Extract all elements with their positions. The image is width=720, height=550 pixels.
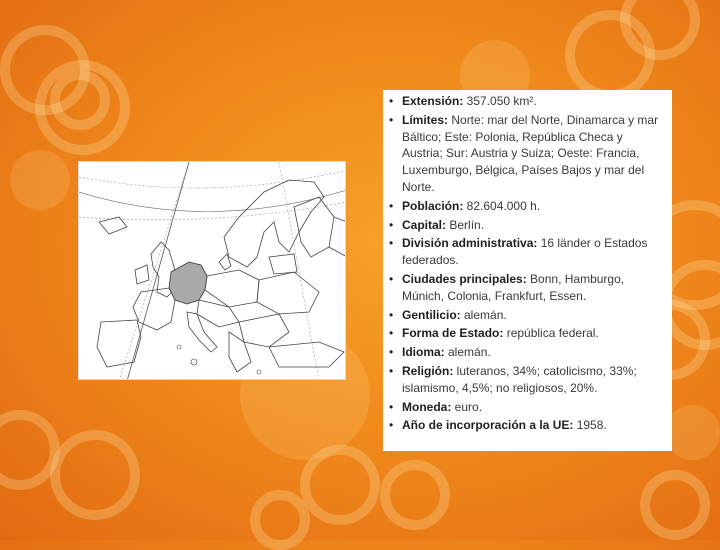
fact-item (389, 217, 662, 234)
fact-label: Forma de Estado: (402, 326, 504, 341)
fact-label: Ciudades principales: (402, 271, 527, 286)
bullet-icon: • (389, 94, 394, 108)
fact-label: Límites: (402, 112, 449, 127)
bullet-icon: • (389, 363, 394, 378)
fact-value: Bonn, Hamburgo, Múnich, Colonia, Frankfurt, Essen. (402, 271, 625, 303)
background-ring (50, 430, 140, 520)
fact-label: Extensión: (402, 94, 464, 108)
fact-value: república federal. (503, 326, 599, 341)
bullet-icon: • (389, 198, 394, 213)
bullet-icon: • (389, 217, 394, 232)
fact-item (389, 307, 662, 324)
fact-item (389, 344, 662, 361)
fact-label: Población: (402, 198, 464, 213)
bullet-icon: • (389, 399, 394, 414)
bullet-icon: • (389, 112, 394, 127)
fact-item (389, 271, 662, 305)
facts-list (389, 93, 662, 434)
background-ring (50, 70, 110, 130)
bullet-icon: • (389, 271, 394, 286)
fact-item (389, 235, 662, 269)
fact-label: División administrativa: (402, 236, 538, 251)
germany-shape (169, 262, 207, 304)
europe-map (78, 161, 346, 380)
fact-item (389, 112, 662, 196)
fact-value: 357.050 km². (463, 94, 537, 108)
background-ring (640, 470, 710, 540)
bullet-icon: • (389, 236, 394, 251)
bullet-icon: • (389, 326, 394, 341)
fact-item (389, 198, 662, 215)
fact-value: 16 länder o Estados federados. (402, 236, 648, 268)
fact-label: Año de incorporación a la UE: (402, 418, 574, 433)
fact-label: Capital: (402, 217, 447, 232)
fact-label: Idioma: (402, 345, 445, 360)
fact-label: Religión: (402, 363, 454, 378)
fact-value: Norte: mar del Norte, Dinamarca y mar Báltico; Este: Polonia, República Checa y Austria; Sur: Austria y Suiza; Oeste: Francia, Luxemburgo, Bélgica, Países Bajos y mar del Norte. (402, 112, 659, 194)
fact-label: Moneda: (402, 399, 452, 414)
background-ring (380, 460, 450, 530)
fact-value: euro. (451, 399, 483, 414)
fact-item (389, 399, 662, 416)
fact-item (389, 417, 662, 434)
bullet-icon: • (389, 418, 394, 433)
background-disc (10, 150, 70, 210)
bullet-icon: • (389, 345, 394, 360)
fact-value: Berlín. (446, 217, 485, 232)
fact-value: alemán. (444, 345, 491, 360)
fact-value: 1958. (573, 418, 607, 433)
fact-item (389, 93, 662, 110)
fact-label: Gentilicio: (402, 307, 461, 322)
fact-value: 82.604.000 h. (463, 198, 541, 213)
background-ring (250, 490, 310, 550)
fact-item (389, 363, 662, 397)
fact-value: luteranos, 34%; catolicismo, 33%; islamismo, 4,5%; no religiosos, 20%. (402, 363, 637, 395)
facts-panel (383, 90, 672, 451)
background-disc (665, 405, 720, 460)
fact-item (389, 325, 662, 342)
fact-value: alemán. (460, 307, 507, 322)
bullet-icon: • (389, 307, 394, 322)
